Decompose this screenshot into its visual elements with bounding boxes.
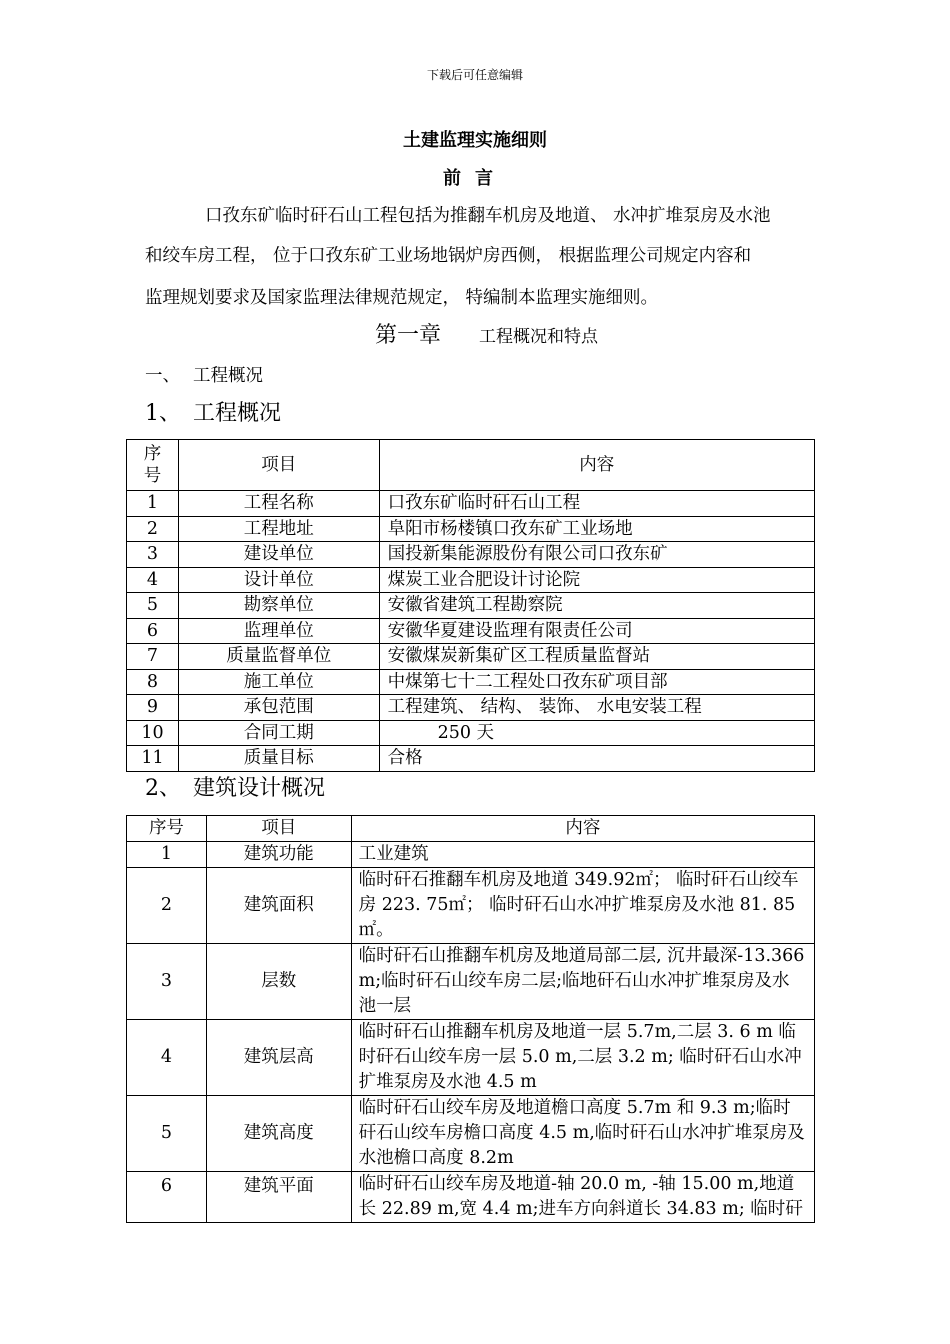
row-index: 5 [127,593,179,619]
table-row [127,567,815,593]
row-content: 临时矸石山绞车房及地道檐口高度 5.7m 和 9.3 m;临时矸石山绞车房檐口高度 4.5 m,临时矸石山水冲扩堆泵房及水池檐口高度 8.2m [351,1096,814,1172]
row-item: 工程地址 [178,516,379,542]
row-item: 层数 [206,944,351,1020]
chapter-label: 第一章 [375,323,442,348]
row-index: 10 [127,720,179,746]
table-row [127,695,815,721]
row-content: 国投新集能源股份有限公司口孜东矿 [379,542,814,568]
project-overview-table [126,439,815,772]
row-index: 8 [127,669,179,695]
table-row [127,516,815,542]
row-item: 建筑面积 [206,868,351,944]
row-content: 工业建筑 [351,842,814,868]
row-index: 7 [127,644,179,670]
row-item: 工程名称 [178,491,379,517]
row-content: 临时矸石山推翻车机房及地道一层 5.7m,二层 3. 6 m 临时矸石山绞车房一层 5.0 m,二层 3.2 m; 临时矸石山水冲扩堆泵房及水池 4.5 m [351,1020,814,1096]
row-item: 质量目标 [178,746,379,772]
table-header-row [127,816,815,842]
row-item: 合同工期 [178,720,379,746]
header-note: 下载后可任意编辑 [426,68,523,82]
table-row [127,746,815,772]
row-content: 安徽华夏建设监理有限责任公司 [379,618,814,644]
subsection-1-heading [145,396,281,427]
table-row [127,868,815,944]
header-cell-index: 序号 [127,816,207,842]
document-title: 土建监理实施细则 [403,130,547,151]
header-cell-item: 项目 [206,816,351,842]
subsection-1-number: 1、 [145,401,181,426]
intro-line-2: 和绞车房工程， 位于口孜东矿工业场地锅炉房西侧， 根据监理公司规定内容和 [145,246,752,266]
row-item: 建筑高度 [206,1096,351,1172]
row-item: 设计单位 [178,567,379,593]
row-item: 建筑功能 [206,842,351,868]
row-index: 6 [127,1172,207,1223]
row-content: 工程建筑、 结构、 装饰、 水电安装工程 [379,695,814,721]
row-item: 建筑层高 [206,1020,351,1096]
table-header-row [127,440,815,491]
table-row [127,1172,815,1223]
row-content: 阜阳市杨楼镇口孜东矿工业场地 [379,516,814,542]
section-heading [145,362,263,387]
intro-line-1: 口孜东矿临时矸石山工程包括为推翻车机房及地道、 水冲扩堆泵房及水池 [205,206,771,226]
header-cell-content: 内容 [351,816,814,842]
row-item: 承包范围 [178,695,379,721]
subsection-2-title: 建筑设计概况 [193,776,326,801]
preface-heading: 前言 [443,168,507,189]
table-row [127,644,815,670]
row-index: 9 [127,695,179,721]
table-row [127,542,815,568]
chapter-title: 工程概况和特点 [479,327,599,347]
row-index: 2 [127,516,179,542]
row-item: 勘察单位 [178,593,379,619]
row-index: 11 [127,746,179,772]
row-content: 煤炭工业合肥设计讨论院 [379,567,814,593]
row-index: 3 [127,542,179,568]
header-cell-item: 项目 [178,440,379,491]
table-row [127,944,815,1020]
row-index: 1 [127,842,207,868]
table-row [127,491,815,517]
table-row [127,1096,815,1172]
chapter-heading [375,318,598,349]
row-index: 4 [127,567,179,593]
row-index: 1 [127,491,179,517]
row-index: 2 [127,868,207,944]
section-title: 工程概况 [193,366,263,386]
intro-line-3: 监理规划要求及国家监理法律规范规定， 特编制本监理实施细则。 [145,288,659,308]
table-row [127,669,815,695]
row-content: 临时矸石山绞车房及地道-轴 20.0 m, -轴 15.00 m,地道长 22.89 m,宽 4.4 m;进车方向斜道长 34.83 m; 临时矸 [351,1172,814,1223]
row-item: 施工单位 [178,669,379,695]
row-content: 临时矸石山推翻车机房及地道局部二层, 沉井最深-13.366m;临时矸石山绞车房二层;临地矸石山水冲扩堆泵房及水池一层 [351,944,814,1020]
row-index: 4 [127,1020,207,1096]
subsection-2-number: 2、 [145,776,181,801]
row-content: 临时矸石推翻车机房及地道 349.92㎡； 临时矸石山绞车房 223. 75㎡； 临时矸石山水冲扩堆泵房及水池 81. 85㎡。 [351,868,814,944]
row-index: 5 [127,1096,207,1172]
row-item: 质量监督单位 [178,644,379,670]
table-row [127,842,815,868]
row-content: 250 天 [379,720,814,746]
row-index: 3 [127,944,207,1020]
row-content: 口孜东矿临时矸石山工程 [379,491,814,517]
table-row [127,593,815,619]
row-item: 监理单位 [178,618,379,644]
row-content: 合格 [379,746,814,772]
table-row [127,618,815,644]
section-number: 一、 [145,366,180,386]
row-content: 中煤第七十二工程处口孜东矿项目部 [379,669,814,695]
row-content: 安徽煤炭新集矿区工程质量监督站 [379,644,814,670]
header-cell-index: 序号 [127,440,179,491]
row-index: 6 [127,618,179,644]
table-row [127,720,815,746]
architecture-design-table [126,815,815,1223]
row-item: 建设单位 [178,542,379,568]
header-cell-content: 内容 [379,440,814,491]
subsection-2-heading [145,771,325,802]
subsection-1-title: 工程概况 [193,401,282,426]
row-content: 安徽省建筑工程勘察院 [379,593,814,619]
row-item: 建筑平面 [206,1172,351,1223]
table-row [127,1020,815,1096]
